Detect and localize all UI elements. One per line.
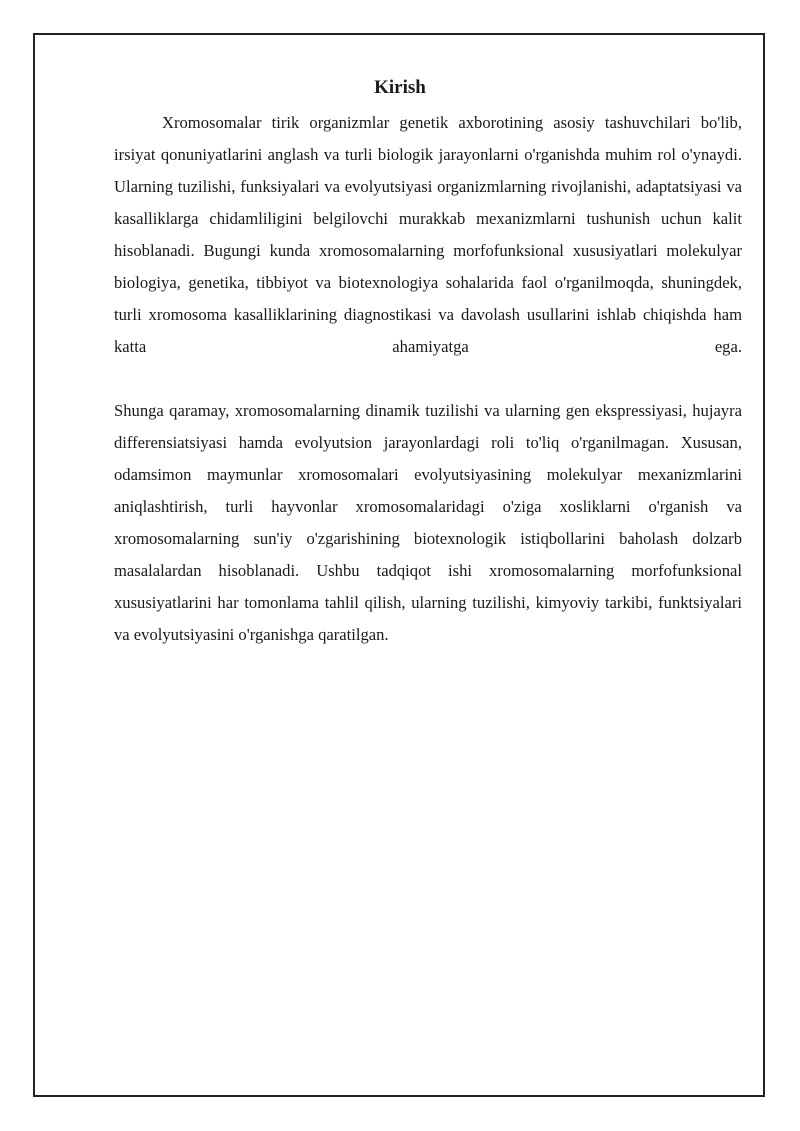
paragraph-spacer — [114, 363, 742, 395]
paragraph-2: Shunga qaramay, xromosomalarning dinamik tuzilishi va ularning gen ekspressiyasi, hujayra differensiatsiyasi hamda evolyutsion jarayonlardagi roli to'liq o'rganilmagan. Xususan, odamsimon maymunlar xromosomalari evolyutsiyasining molekulyar mexanizmlarini aniqlashtirish, turli hayvonlar xromosomalaridagi o'ziga xosliklarni o'rganish va xromosomalarning sun'iy o'zgarishining biotexnologik istiqbollarini baholash dolzarb masalalardan hisoblanadi. Ushbu tadqiqot ishi xromosomalarning morfofunksional xususiyatlarini har tomonlama tahlil qilish, ularning tuzilishi, kimyoviy tarkibi, funktsiyalari va evolyutsiyasini o'rganishga qaratilgan. — [114, 401, 742, 644]
section-title: Kirish — [374, 77, 426, 98]
document-body — [114, 107, 742, 651]
paragraph-1: Xromosomalar tirik organizmlar genetik axborotining asosiy tashuvchilari bo'lib, irsiyat qonuniyatlarini anglash va turli biologik jarayonlarni o'rganishda muhim rol o'ynaydi. Ularning tuzilishi, funksiyalari va evolyutsiyasi organizmlarning rivojlanishi, adaptatsiyasi va kasalliklarga chidamliligini belgilovchi murakkab mexanizmlarni tushunish uchun kalit hisoblanadi. Bugungi kunda xromosomalarning morfofunksional xususiyatlari molekulyar biologiya, genetika, tibbiyot va biotexnologiya sohalarida faol o'rganilmoqda, shuningdek, turli xromosoma kasalliklarining diagnostikasi va davolash usullarini ishlab chiqishda ham katta ahamiyatga ega. — [114, 113, 742, 356]
